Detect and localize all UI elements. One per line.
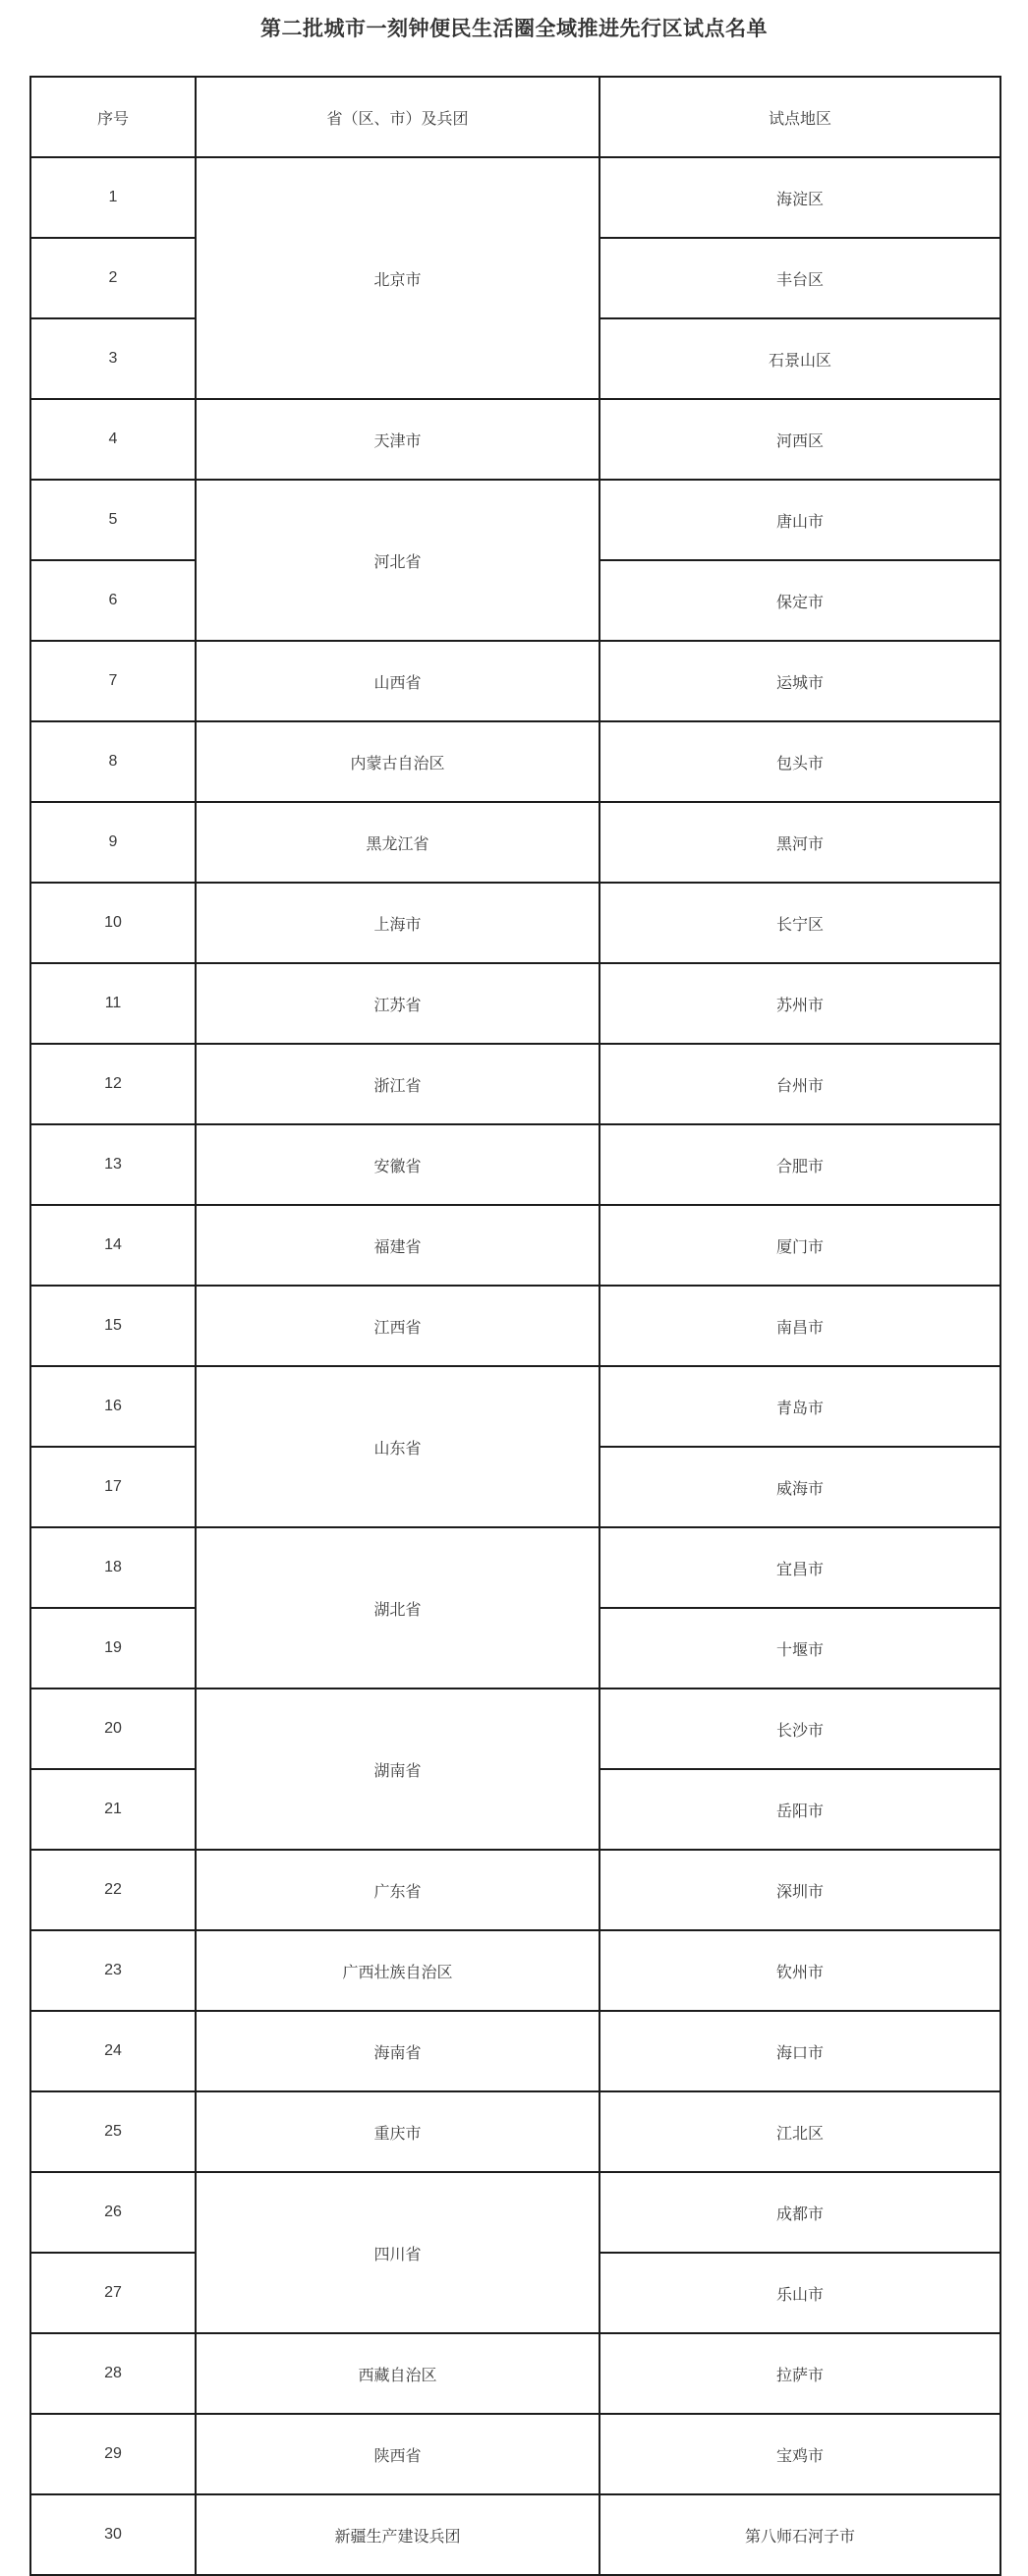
index-cell: 26 bbox=[30, 2172, 196, 2253]
index-cell: 19 bbox=[30, 1608, 196, 1689]
province-cell: 浙江省 bbox=[196, 1044, 600, 1124]
index-cell: 16 bbox=[30, 1366, 196, 1447]
index-cell: 10 bbox=[30, 883, 196, 963]
area-cell: 十堰市 bbox=[600, 1608, 1000, 1689]
index-cell: 25 bbox=[30, 2091, 196, 2172]
table-row bbox=[30, 2414, 1000, 2494]
table-row bbox=[30, 1286, 1000, 1366]
area-cell: 岳阳市 bbox=[600, 1769, 1000, 1850]
area-cell: 石景山区 bbox=[600, 318, 1000, 399]
col-header-index: 序号 bbox=[30, 77, 196, 157]
table-row bbox=[30, 883, 1000, 963]
table-row bbox=[30, 1689, 1000, 1769]
table-row bbox=[30, 641, 1000, 721]
pilot-zones-table bbox=[29, 76, 1001, 2576]
area-cell: 钦州市 bbox=[600, 1930, 1000, 2011]
table-row bbox=[30, 721, 1000, 802]
province-cell: 四川省 bbox=[196, 2172, 600, 2333]
index-cell: 30 bbox=[30, 2494, 196, 2575]
index-cell: 22 bbox=[30, 1850, 196, 1930]
index-cell: 11 bbox=[30, 963, 196, 1044]
index-cell: 17 bbox=[30, 1447, 196, 1527]
table-row bbox=[30, 2011, 1000, 2091]
province-cell: 上海市 bbox=[196, 883, 600, 963]
index-cell: 4 bbox=[30, 399, 196, 480]
table-row bbox=[30, 1044, 1000, 1124]
table-row bbox=[30, 2172, 1000, 2253]
area-cell: 保定市 bbox=[600, 560, 1000, 641]
index-cell: 7 bbox=[30, 641, 196, 721]
area-cell: 乐山市 bbox=[600, 2253, 1000, 2333]
area-cell: 台州市 bbox=[600, 1044, 1000, 1124]
area-cell: 海口市 bbox=[600, 2011, 1000, 2091]
province-cell: 重庆市 bbox=[196, 2091, 600, 2172]
table-row bbox=[30, 480, 1000, 560]
index-cell: 20 bbox=[30, 1689, 196, 1769]
table-row bbox=[30, 963, 1000, 1044]
area-cell: 丰台区 bbox=[600, 238, 1000, 318]
table-header-row bbox=[30, 77, 1000, 157]
area-cell: 长宁区 bbox=[600, 883, 1000, 963]
index-cell: 2 bbox=[30, 238, 196, 318]
province-cell: 广东省 bbox=[196, 1850, 600, 1930]
area-cell: 第八师石河子市 bbox=[600, 2494, 1000, 2575]
province-cell: 福建省 bbox=[196, 1205, 600, 1286]
area-cell: 运城市 bbox=[600, 641, 1000, 721]
province-cell: 内蒙古自治区 bbox=[196, 721, 600, 802]
table-row bbox=[30, 802, 1000, 883]
province-cell: 河北省 bbox=[196, 480, 600, 641]
index-cell: 6 bbox=[30, 560, 196, 641]
area-cell: 合肥市 bbox=[600, 1124, 1000, 1205]
province-cell: 湖南省 bbox=[196, 1689, 600, 1850]
area-cell: 长沙市 bbox=[600, 1689, 1000, 1769]
index-cell: 12 bbox=[30, 1044, 196, 1124]
index-cell: 24 bbox=[30, 2011, 196, 2091]
area-cell: 海淀区 bbox=[600, 157, 1000, 238]
index-cell: 1 bbox=[30, 157, 196, 238]
table-row bbox=[30, 1124, 1000, 1205]
area-cell: 青岛市 bbox=[600, 1366, 1000, 1447]
province-cell: 山西省 bbox=[196, 641, 600, 721]
area-cell: 宝鸡市 bbox=[600, 2414, 1000, 2494]
table-row bbox=[30, 157, 1000, 238]
table-row bbox=[30, 399, 1000, 480]
table-row bbox=[30, 2494, 1000, 2575]
index-cell: 15 bbox=[30, 1286, 196, 1366]
table-row bbox=[30, 1366, 1000, 1447]
table-row bbox=[30, 1205, 1000, 1286]
province-cell: 江西省 bbox=[196, 1286, 600, 1366]
index-cell: 27 bbox=[30, 2253, 196, 2333]
index-cell: 23 bbox=[30, 1930, 196, 2011]
index-cell: 29 bbox=[30, 2414, 196, 2494]
area-cell: 南昌市 bbox=[600, 1286, 1000, 1366]
index-cell: 18 bbox=[30, 1527, 196, 1608]
index-cell: 28 bbox=[30, 2333, 196, 2414]
index-cell: 14 bbox=[30, 1205, 196, 1286]
province-cell: 黑龙江省 bbox=[196, 802, 600, 883]
table-row bbox=[30, 1527, 1000, 1608]
area-cell: 包头市 bbox=[600, 721, 1000, 802]
area-cell: 唐山市 bbox=[600, 480, 1000, 560]
province-cell: 西藏自治区 bbox=[196, 2333, 600, 2414]
index-cell: 9 bbox=[30, 802, 196, 883]
province-cell: 北京市 bbox=[196, 157, 600, 399]
table-row bbox=[30, 2091, 1000, 2172]
province-cell: 广西壮族自治区 bbox=[196, 1930, 600, 2011]
province-cell: 江苏省 bbox=[196, 963, 600, 1044]
index-cell: 3 bbox=[30, 318, 196, 399]
index-cell: 5 bbox=[30, 480, 196, 560]
page-title: 第二批城市一刻钟便民生活圈全域推进先行区试点名单 bbox=[260, 18, 768, 40]
province-cell: 山东省 bbox=[196, 1366, 600, 1527]
index-cell: 21 bbox=[30, 1769, 196, 1850]
area-cell: 拉萨市 bbox=[600, 2333, 1000, 2414]
province-cell: 安徽省 bbox=[196, 1124, 600, 1205]
area-cell: 成都市 bbox=[600, 2172, 1000, 2253]
table-row bbox=[30, 1930, 1000, 2011]
province-cell: 湖北省 bbox=[196, 1527, 600, 1689]
area-cell: 苏州市 bbox=[600, 963, 1000, 1044]
table-row bbox=[30, 2333, 1000, 2414]
area-cell: 威海市 bbox=[600, 1447, 1000, 1527]
area-cell: 厦门市 bbox=[600, 1205, 1000, 1286]
province-cell: 陕西省 bbox=[196, 2414, 600, 2494]
table-row bbox=[30, 1850, 1000, 1930]
area-cell: 江北区 bbox=[600, 2091, 1000, 2172]
area-cell: 黑河市 bbox=[600, 802, 1000, 883]
area-cell: 宜昌市 bbox=[600, 1527, 1000, 1608]
area-cell: 河西区 bbox=[600, 399, 1000, 480]
province-cell: 天津市 bbox=[196, 399, 600, 480]
province-cell: 新疆生产建设兵团 bbox=[196, 2494, 600, 2575]
province-cell: 海南省 bbox=[196, 2011, 600, 2091]
index-cell: 13 bbox=[30, 1124, 196, 1205]
col-header-province: 省（区、市）及兵团 bbox=[196, 77, 600, 157]
col-header-area: 试点地区 bbox=[600, 77, 1000, 157]
area-cell: 深圳市 bbox=[600, 1850, 1000, 1930]
index-cell: 8 bbox=[30, 721, 196, 802]
